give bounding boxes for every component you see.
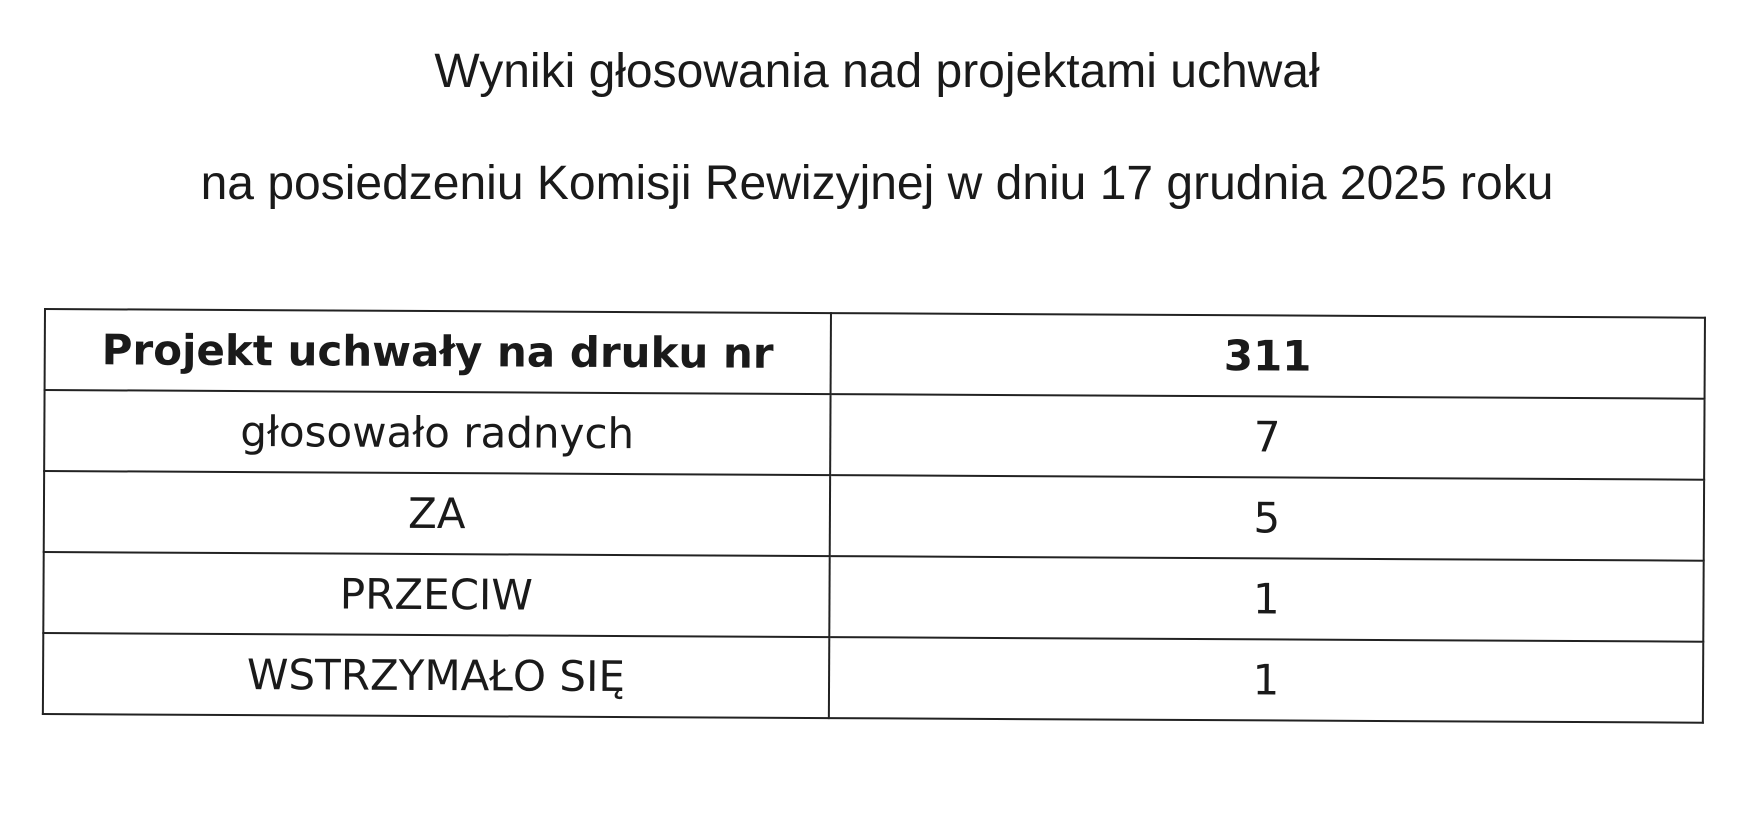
row-label-cell: głosowało radnych xyxy=(44,390,830,475)
row-label-cell: WSTRZYMAŁO SIĘ xyxy=(43,633,829,718)
voting-results-table xyxy=(42,308,1706,724)
table-header-row xyxy=(45,309,1705,399)
row-value-cell: 7 xyxy=(830,394,1705,480)
row-value-cell: 5 xyxy=(829,475,1704,561)
table-row xyxy=(43,633,1703,723)
table-row xyxy=(44,471,1704,561)
row-label-cell: ZA xyxy=(44,471,830,556)
document-title-line-1: Wyniki głosowania nad projektami uchwał xyxy=(434,45,1320,98)
row-value-cell: 1 xyxy=(829,556,1704,642)
table-row xyxy=(43,552,1703,642)
document-title-line-2: na posiedzeniu Komisji Rewizyjnej w dniu 17 grudnia 2025 roku xyxy=(200,157,1554,210)
header-value-cell: 311 xyxy=(830,313,1705,399)
header-label-cell: Projekt uchwały na druku nr xyxy=(45,309,831,394)
table-row xyxy=(44,390,1704,480)
row-label-cell: PRZECIW xyxy=(43,552,829,637)
row-value-cell: 1 xyxy=(829,637,1704,723)
